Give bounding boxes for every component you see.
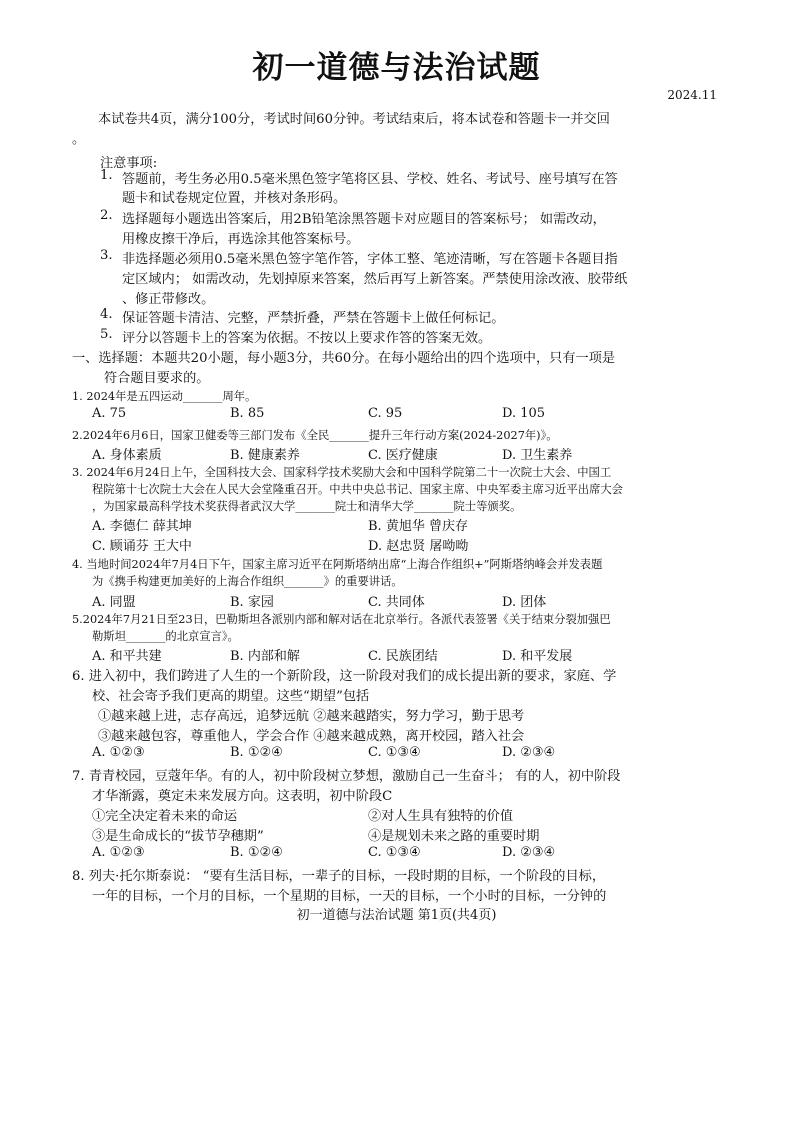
note-number: 2. <box>100 208 113 223</box>
note-text: 用橡皮擦干净后，再选涂其他答案标号。 <box>122 232 360 247</box>
option-b: B. ①②④ <box>230 745 283 760</box>
statement-item: ②对人生具有独特的价值 <box>368 809 514 824</box>
note-text: 非选择题必须用0.5毫米黑色签字笔作答，字体工整、笔迹清晰，写在答题卡各题目指 <box>122 252 618 267</box>
intro-line: 本试卷共4页，满分100分，考试时间60分钟。考试结束后，将本试卷和答题卡一并交回 <box>98 112 610 127</box>
option-b: B. 85 <box>230 406 265 421</box>
question-stem: 5.2024年7月21日至23日，巴勒斯坦各派别内部和解对话在北京举行。各派代表签署《关于结束分裂加强巴 <box>72 613 611 626</box>
question-stem: 才华渐露，奠定未来发展方向。这表明，初中阶段C <box>92 789 393 804</box>
option-b: B. 家园 <box>230 595 274 610</box>
section-heading: 一、选择题：本题共20小题，每小题3分，共60分。在每小题给出的四个选项中，只有一项是 <box>72 351 616 366</box>
page-footer: 初一道德与法治试题 第1页(共4页) <box>296 908 497 923</box>
note-text: 保证答题卡清洁、完整，严禁折叠，严禁在答题卡上做任何标记。 <box>122 311 505 326</box>
option-b: B. ①②④ <box>230 845 283 860</box>
statement-item: ④是规划未来之路的重要时期 <box>368 829 540 844</box>
option-a: A. ①②③ <box>92 845 145 860</box>
option-a: A. 和平共建 <box>92 649 162 664</box>
statement-item: ③是生命成长的“拔节孕穗期” <box>92 829 264 844</box>
option-a: A. 身体素质 <box>92 448 162 463</box>
question-stem: 1. 2024年是五四运动_______周年。 <box>72 390 257 403</box>
option-d: D. ②③④ <box>502 845 556 860</box>
statement-line: ①越来越上进，志存高远，追梦远航 ②越来越踏实，努力学习，勤于思考 <box>98 709 525 724</box>
question-stem: 3. 2024年6月24日上午，全国科技大会、国家科学技术奖励大会和中国科学院第二十一次院士大会、中国工 <box>72 466 612 479</box>
question-stem: 7. 青青校园，豆蔻年华。有的人，初中阶段树立梦想，激励自己一生奋斗； 有的人，初中阶段 <box>72 769 621 784</box>
question-stem: 6. 进入初中，我们跨进了人生的一个新阶段，这一阶段对我们的成长提出新的要求，家庭、学 <box>72 669 617 684</box>
option-b: B. 健康素养 <box>230 448 300 463</box>
option-d: D. 赵忠贤 屠呦呦 <box>368 539 469 554</box>
option-d: D. 团体 <box>502 595 547 610</box>
option-a: A. 75 <box>92 406 127 421</box>
section-heading: 符合题目要求的。 <box>104 371 210 386</box>
page-title: 初一道德与法治试题 <box>252 50 541 86</box>
option-c: C. 95 <box>368 406 403 421</box>
option-c: C. 民族团结 <box>368 649 438 664</box>
option-d: D. 105 <box>502 406 546 421</box>
option-c: C. 医疗健康 <box>368 448 438 463</box>
option-c: C. ①③④ <box>368 745 421 760</box>
option-a: A. 同盟 <box>92 595 136 610</box>
note-text: 、修正带修改。 <box>122 292 215 307</box>
note-text: 题卡和试卷规定位置，并核对条形码。 <box>122 191 347 206</box>
option-a: A. 李德仁 薛其坤 <box>92 519 192 534</box>
question-stem: 一年的目标，一个月的目标，一个星期的目标，一天的目标，一个小时的目标，一分钟的 <box>92 889 607 904</box>
note-number: 3. <box>100 248 113 263</box>
intro-line: 。 <box>72 132 86 147</box>
option-c: C. ①③④ <box>368 845 421 860</box>
notes-heading: 注意事项: <box>100 156 158 171</box>
note-number: 1. <box>100 168 113 183</box>
option-b: B. 黄旭华 曾庆存 <box>368 519 468 534</box>
note-text: 定区域内； 如需改动，先划掉原来答案，然后再写上新答案。严禁使用涂改液、胶带纸 <box>122 272 628 287</box>
option-d: D. ②③④ <box>502 745 556 760</box>
option-d: D. 和平发展 <box>502 649 573 664</box>
exam-date: 2024.11 <box>667 88 717 102</box>
question-stem: 为《携手构建更加美好的上海合作组织_______》的重要讲话。 <box>92 575 403 588</box>
note-text: 评分以答题卡上的答案为依据。不按以上要求作答的答案无效。 <box>122 331 492 346</box>
option-c: C. 共同体 <box>368 595 425 610</box>
option-b: B. 内部和解 <box>230 649 300 664</box>
note-text: 答题前，考生务必用0.5毫米黑色签字笔将区县、学校、姓名、考试号、座号填写在答 <box>122 172 618 187</box>
question-stem: ，为国家最高科学技术奖获得者武汉大学_______院士和清华大学_______院士等颁奖。 <box>92 500 522 513</box>
note-text: 选择题每小题选出答案后，用2B铅笔涂黑答题卡对应题目的答案标号； 如需改动， <box>122 212 606 227</box>
question-stem: 程院第十七次院士大会在人民大会堂隆重召开。中共中央总书记、国家主席、中央军委主席习近平出席大会 <box>92 483 623 496</box>
statement-item: ①完全决定着未来的命运 <box>92 809 238 824</box>
option-a: A. ①②③ <box>92 745 145 760</box>
note-number: 4. <box>100 307 113 322</box>
question-stem: 8. 列夫·托尔斯泰说： “要有生活目标，一辈子的目标，一段时期的目标，一个阶段的目标， <box>72 869 606 884</box>
question-stem: 2.2024年6月6日，国家卫健委等三部门发布《全民_______提升三年行动方案(2024-2027年)》。 <box>72 429 558 442</box>
option-d: D. 卫生素养 <box>502 448 573 463</box>
question-stem: 4. 当地时间2024年7月4日下午，国家主席习近平在阿斯塔纳出席“上海合作组织+”阿斯塔纳峰会并发表题 <box>72 558 603 571</box>
option-c: C. 顾诵芬 王大中 <box>92 539 192 554</box>
note-number: 5. <box>100 327 113 342</box>
question-stem: 校、社会寄予我们更高的期望。这些“期望”包括 <box>92 689 370 704</box>
statement-line: ③越来越包容，尊重他人，学会合作 ④越来越成熟，离开校园，踏入社会 <box>98 729 525 744</box>
question-stem: 勒斯坦_______的北京宣言》。 <box>92 630 239 643</box>
